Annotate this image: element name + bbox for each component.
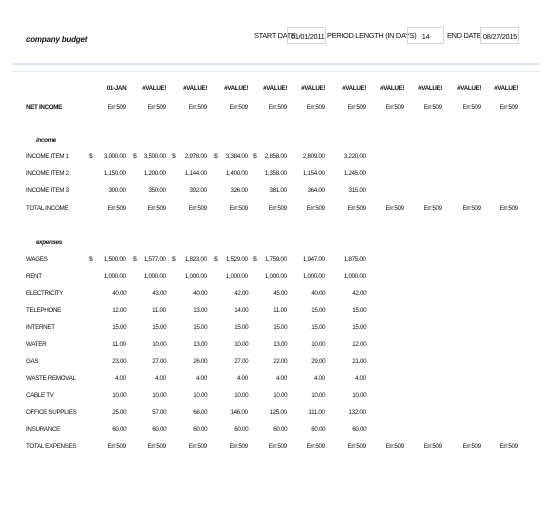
expense-cell[interactable]: 15.00 [192, 324, 207, 331]
expense-cell[interactable]: 14.00 [233, 307, 248, 314]
expenses-section-label: expenses [36, 239, 62, 246]
net-income-cell[interactable]: Err:509 [347, 104, 366, 111]
expense-cell[interactable]: 10.00 [151, 341, 166, 348]
column-header[interactable]: #VALUE! [341, 85, 366, 92]
expense-cell[interactable]: 42.00 [351, 290, 366, 297]
income-cell[interactable]: 2,858.00 [265, 153, 287, 160]
expense-cell[interactable]: 22.00 [272, 358, 287, 365]
expense-cell[interactable]: 60.00 [310, 426, 325, 433]
income-cell[interactable]: 1,358.00 [265, 170, 287, 177]
income-cell[interactable]: 3,000.00 [104, 153, 126, 160]
start-date-field[interactable]: 01/01/2011 [287, 27, 326, 44]
expense-row-label: INSURANCE [26, 426, 60, 433]
expense-cell[interactable]: 10.00 [192, 392, 207, 399]
expense-cell[interactable]: 15.00 [272, 324, 287, 331]
expense-cell[interactable]: 57.00 [151, 409, 166, 416]
total-expenses-cell[interactable]: Err:509 [423, 443, 442, 450]
total-expenses-cell[interactable]: Err:509 [347, 443, 366, 450]
expense-cell[interactable]: 1,000.00 [265, 273, 287, 280]
expense-cell[interactable]: 12.00 [111, 307, 126, 314]
expense-cell[interactable]: 15.00 [111, 324, 126, 331]
expense-cell[interactable]: 45.00 [272, 290, 287, 297]
period-length-field[interactable]: 14 [407, 27, 444, 44]
total-expenses-cell[interactable]: Err:509 [268, 443, 287, 450]
currency-symbol: $ [172, 153, 176, 160]
expense-cell[interactable]: 43.00 [151, 290, 166, 297]
income-row-label: INCOME ITEM 3 [26, 187, 69, 194]
expense-cell[interactable]: 1,000.00 [344, 273, 366, 280]
expense-cell[interactable]: 60.00 [233, 426, 248, 433]
expense-row-label: WATER [26, 341, 47, 348]
total-expenses-cell[interactable]: Err:509 [229, 443, 248, 450]
expense-cell[interactable]: 60.00 [111, 426, 126, 433]
expense-cell[interactable]: 1,500.00 [104, 256, 126, 263]
total-income-label: TOTAL INCOME [26, 205, 69, 212]
expense-cell[interactable]: 1,000.00 [303, 273, 325, 280]
net-income-cell[interactable]: Err:509 [385, 104, 404, 111]
expense-cell[interactable]: 10.00 [233, 392, 248, 399]
expense-row-label: TELEPHONE [26, 307, 61, 314]
total-income-cell[interactable]: Err:509 [147, 205, 166, 212]
expense-cell[interactable]: 15.00 [151, 324, 166, 331]
total-expenses-cell[interactable]: Err:509 [499, 443, 518, 450]
total-expenses-cell[interactable]: Err:509 [107, 443, 126, 450]
currency-symbol: $ [89, 256, 93, 263]
expense-cell[interactable]: 15.00 [351, 324, 366, 331]
expense-cell[interactable]: 1,759.00 [265, 256, 287, 263]
expense-cell[interactable]: 1,529.00 [226, 256, 248, 263]
currency-symbol: $ [253, 256, 257, 263]
period-length-label: PERIOD LENGTH (IN DAYS) [327, 31, 417, 40]
end-date-label: END DATE [447, 31, 482, 40]
expense-cell[interactable]: 4.00 [237, 375, 248, 382]
expense-row-label: RENT [26, 273, 42, 280]
expense-cell[interactable]: 27.00 [151, 358, 166, 365]
net-income-cell[interactable]: Err:509 [268, 104, 287, 111]
net-income-cell[interactable]: Err:509 [229, 104, 248, 111]
currency-symbol: $ [214, 153, 218, 160]
total-income-cell[interactable]: Err:509 [423, 205, 442, 212]
column-header[interactable]: #VALUE! [379, 85, 404, 92]
expense-row-label: ELECTRICITY [26, 290, 64, 297]
income-cell[interactable]: 1,144.00 [185, 170, 207, 177]
total-income-cell[interactable]: Err:509 [268, 205, 287, 212]
column-header[interactable]: #VALUE! [456, 85, 481, 92]
expense-row-label: CABLE TV [26, 392, 54, 399]
column-header[interactable]: #VALUE! [262, 85, 287, 92]
expense-cell[interactable]: 10.00 [272, 392, 287, 399]
net-income-cell[interactable]: Err:509 [462, 104, 481, 111]
currency-symbol: $ [253, 153, 257, 160]
expense-cell[interactable]: 15.00 [310, 307, 325, 314]
expense-row-label: INTERNET [26, 324, 55, 331]
currency-symbol: $ [133, 153, 137, 160]
expense-cell[interactable]: 1,000.00 [104, 273, 126, 280]
total-income-cell[interactable]: Err:509 [107, 205, 126, 212]
total-income-cell[interactable]: Err:509 [188, 205, 207, 212]
expense-cell[interactable]: 60.00 [151, 426, 166, 433]
expense-cell[interactable]: 4.00 [314, 375, 325, 382]
expense-cell[interactable]: 13.00 [192, 307, 207, 314]
expense-cell[interactable]: 40.00 [111, 290, 126, 297]
expense-cell[interactable]: 60.00 [351, 426, 366, 433]
income-row-label: INCOME ITEM 1 [26, 153, 69, 160]
expense-cell[interactable]: 60.00 [192, 426, 207, 433]
start-date-label: START DATE [254, 31, 296, 40]
income-cell[interactable]: 300.00 [108, 187, 126, 194]
total-expenses-cell[interactable]: Err:509 [385, 443, 404, 450]
net-income-cell[interactable]: Err:509 [188, 104, 207, 111]
income-cell[interactable]: 326.00 [230, 187, 248, 194]
expense-cell[interactable]: 15.00 [351, 307, 366, 314]
column-header[interactable]: #VALUE! [141, 85, 166, 92]
expense-cell[interactable]: 11.00 [112, 341, 126, 348]
expense-cell[interactable]: 25.00 [111, 409, 126, 416]
expense-row-label: OFFICE SUPPLIES [26, 409, 77, 416]
income-cell[interactable]: 1,150.00 [104, 170, 126, 177]
expense-cell[interactable]: 68.00 [192, 409, 207, 416]
income-cell[interactable]: 1,154.00 [303, 170, 325, 177]
income-cell[interactable]: 381.00 [269, 187, 287, 194]
expense-cell[interactable]: 15.00 [310, 324, 325, 331]
expense-cell[interactable]: 12.00 [351, 341, 366, 348]
total-income-cell[interactable]: Err:509 [347, 205, 366, 212]
column-header[interactable]: #VALUE! [182, 85, 207, 92]
net-income-cell[interactable]: Err:509 [423, 104, 442, 111]
net-income-label: NET INCOME [26, 104, 63, 111]
net-income-cell[interactable]: Err:509 [147, 104, 166, 111]
currency-symbol: $ [133, 256, 137, 263]
column-header[interactable]: 01-JAN [106, 85, 126, 92]
expense-cell[interactable]: 10.00 [151, 392, 166, 399]
expense-cell[interactable]: 10.00 [111, 392, 126, 399]
header-divider-thin [12, 71, 540, 72]
total-expenses-cell[interactable]: Err:509 [306, 443, 325, 450]
end-date-field[interactable]: 08/27/2015 [480, 27, 519, 44]
expense-cell[interactable]: 10.00 [351, 392, 366, 399]
expense-cell[interactable]: 10.00 [233, 341, 248, 348]
expense-cell[interactable]: 15.00 [233, 324, 248, 331]
expense-cell[interactable]: 1,823.00 [185, 256, 207, 263]
expense-cell[interactable]: 111.00 [308, 409, 325, 416]
income-cell[interactable]: 3,384.00 [226, 153, 248, 160]
income-cell[interactable]: 3,220.00 [344, 153, 366, 160]
column-header[interactable]: #VALUE! [300, 85, 325, 92]
income-cell[interactable]: 1,400.00 [226, 170, 248, 177]
expense-row-label: WAGES [26, 256, 48, 263]
expense-cell[interactable]: 40.00 [192, 290, 207, 297]
expense-cell[interactable]: 1,875.00 [344, 256, 366, 263]
total-income-cell[interactable]: Err:509 [229, 205, 248, 212]
expense-cell[interactable]: 13.00 [192, 341, 207, 348]
expense-cell[interactable]: 132.00 [348, 409, 366, 416]
expense-row-label: WASTE REMOVAL [26, 375, 76, 382]
income-cell[interactable]: 364.00 [307, 187, 325, 194]
expense-cell[interactable]: 4.00 [196, 375, 207, 382]
total-expenses-cell[interactable]: Err:509 [462, 443, 481, 450]
net-income-cell[interactable]: Err:509 [306, 104, 325, 111]
income-cell[interactable]: 1,245.00 [344, 170, 366, 177]
currency-symbol: $ [172, 256, 176, 263]
expense-cell[interactable]: 1,947.00 [303, 256, 325, 263]
sheet-title: company budget [26, 35, 88, 44]
total-income-cell[interactable]: Err:509 [462, 205, 481, 212]
expense-cell[interactable]: 4.00 [276, 375, 287, 382]
expense-row-label: GAS [26, 358, 39, 365]
header-divider [12, 63, 540, 65]
column-header[interactable]: #VALUE! [493, 85, 518, 92]
income-row-label: INCOME ITEM 2 [26, 170, 69, 177]
income-cell[interactable]: 2,978.00 [185, 153, 207, 160]
expense-cell[interactable]: 10.00 [310, 392, 325, 399]
expense-cell[interactable]: 21.00 [351, 358, 366, 365]
income-cell[interactable]: 1,200.00 [144, 170, 166, 177]
expense-cell[interactable]: 11.00 [273, 307, 287, 314]
income-section-label: income [36, 137, 56, 144]
expense-cell[interactable]: 26.00 [192, 358, 207, 365]
income-cell[interactable]: 3,500.00 [144, 153, 166, 160]
income-cell[interactable]: 315.00 [348, 187, 366, 194]
total-expenses-label: TOTAL EXPENSES [26, 443, 77, 450]
total-income-cell[interactable]: Err:509 [385, 205, 404, 212]
total-income-cell[interactable]: Err:509 [499, 205, 518, 212]
income-cell[interactable]: 392.00 [189, 187, 207, 194]
expense-cell[interactable]: 1,000.00 [144, 273, 166, 280]
expense-cell[interactable]: 60.00 [272, 426, 287, 433]
expense-cell[interactable]: 4.00 [355, 375, 366, 382]
expense-cell[interactable]: 27.00 [233, 358, 248, 365]
net-income-cell[interactable]: Err:509 [107, 104, 126, 111]
income-cell[interactable]: 2,809.00 [303, 153, 325, 160]
expense-cell[interactable]: 23.00 [111, 358, 126, 365]
expense-cell[interactable]: 1,577.00 [144, 256, 166, 263]
expense-cell[interactable]: 40.00 [310, 290, 325, 297]
income-cell[interactable]: 350.00 [148, 187, 166, 194]
total-expenses-cell[interactable]: Err:509 [147, 443, 166, 450]
net-income-cell[interactable]: Err:509 [499, 104, 518, 111]
expense-cell[interactable]: 1,000.00 [185, 273, 207, 280]
expense-cell[interactable]: 29.00 [310, 358, 325, 365]
expense-cell[interactable]: 146.00 [230, 409, 248, 416]
expense-cell[interactable]: 13.00 [272, 341, 287, 348]
column-header[interactable]: #VALUE! [223, 85, 248, 92]
expense-cell[interactable]: 1,000.00 [226, 273, 248, 280]
currency-symbol: $ [214, 256, 218, 263]
expense-cell[interactable]: 10.00 [310, 341, 325, 348]
expense-cell[interactable]: 42.00 [233, 290, 248, 297]
currency-symbol: $ [89, 153, 93, 160]
total-income-cell[interactable]: Err:509 [306, 205, 325, 212]
total-expenses-cell[interactable]: Err:509 [188, 443, 207, 450]
expense-cell[interactable]: 11.00 [152, 307, 166, 314]
expense-cell[interactable]: 4.00 [115, 375, 126, 382]
expense-cell[interactable]: 4.00 [155, 375, 166, 382]
column-header[interactable]: #VALUE! [417, 85, 442, 92]
expense-cell[interactable]: 125.00 [269, 409, 287, 416]
